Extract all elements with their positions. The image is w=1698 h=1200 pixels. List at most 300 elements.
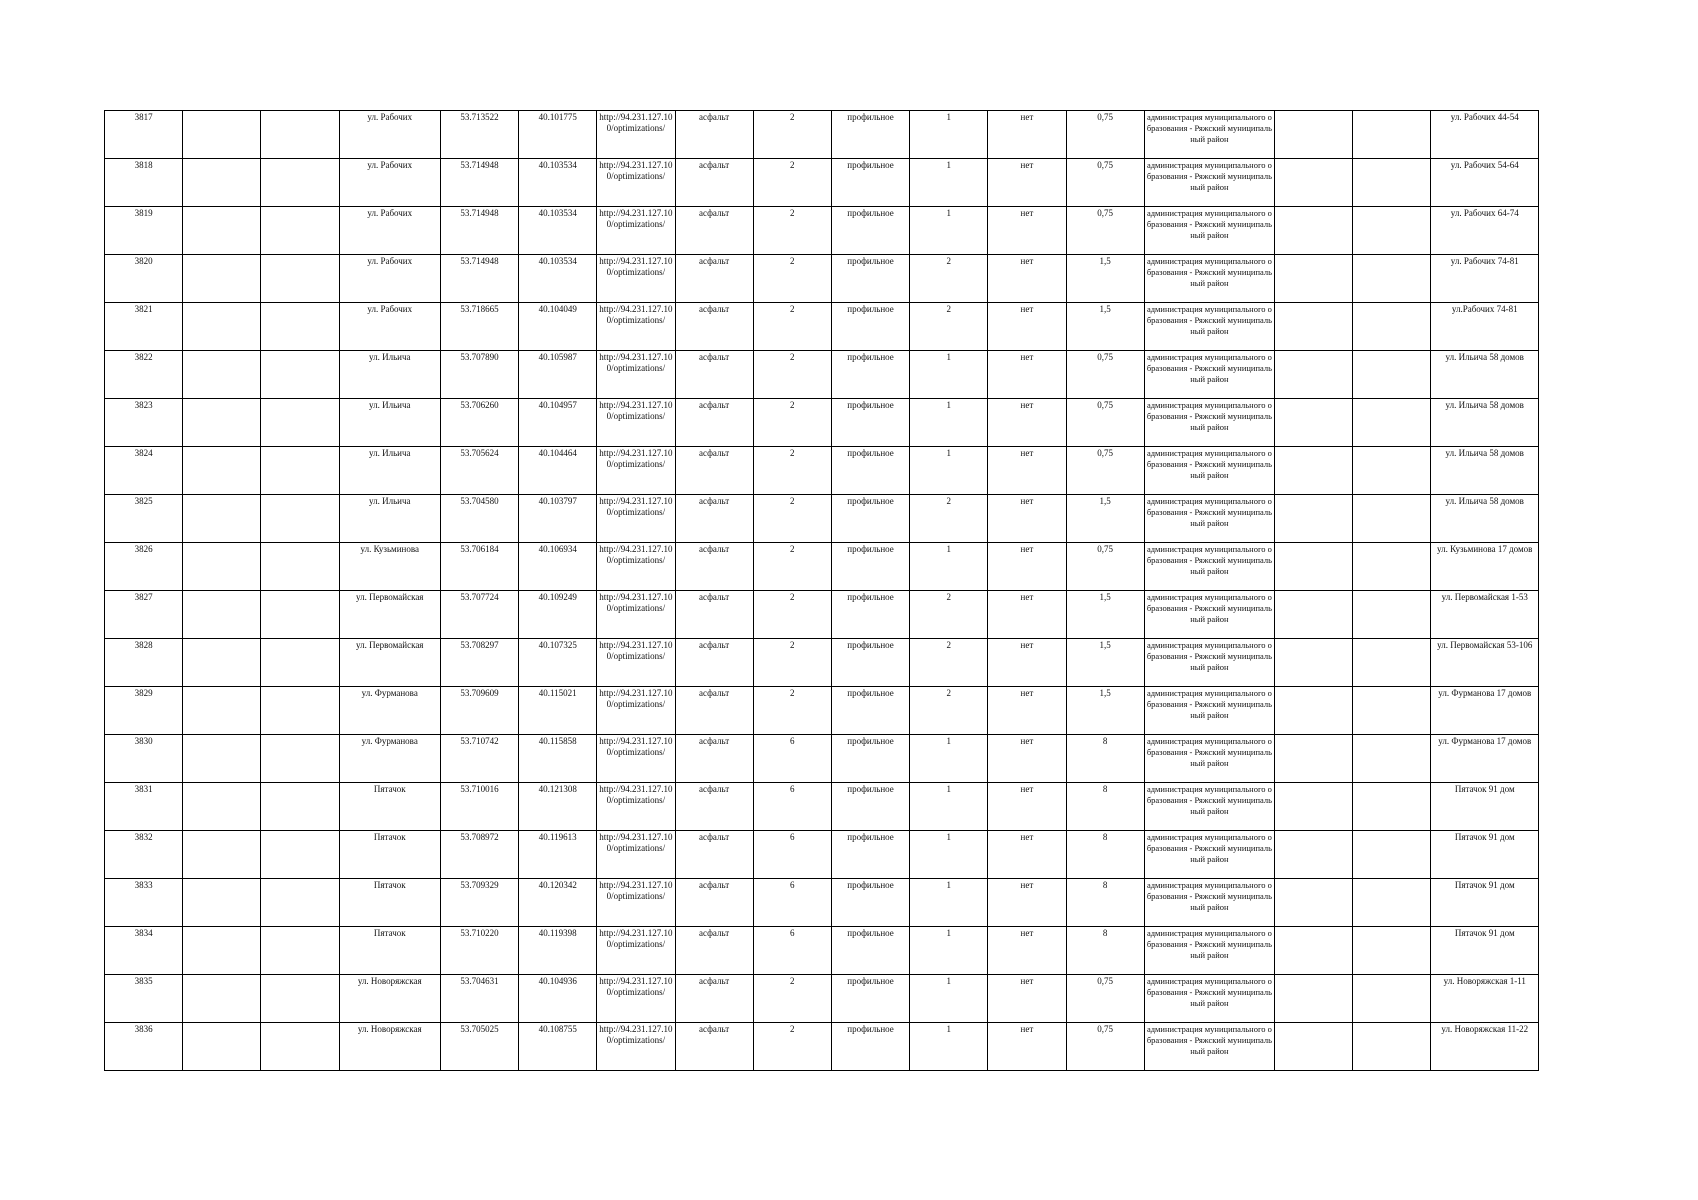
surface-cell: асфальт bbox=[675, 159, 753, 207]
owner-cell: администрация муниципального образования - Ряжский муниципальный район bbox=[1144, 735, 1274, 783]
fence-cell: нет bbox=[988, 1023, 1066, 1071]
area-cell: 2 bbox=[753, 591, 831, 639]
empty-cell bbox=[183, 159, 261, 207]
url-cell: http://94.231.127.100/optimizations/ bbox=[597, 591, 675, 639]
empty-cell bbox=[261, 159, 339, 207]
address-cell: ул. Ильича 58 домов bbox=[1431, 351, 1539, 399]
area-cell: 6 bbox=[753, 831, 831, 879]
address-cell: ул. Первомайская 1-53 bbox=[1431, 591, 1539, 639]
empty-cell bbox=[1275, 207, 1353, 255]
volume-cell: 1,5 bbox=[1066, 495, 1144, 543]
empty-cell bbox=[261, 783, 339, 831]
surface-cell: асфальт bbox=[675, 207, 753, 255]
longitude-cell: 40.121308 bbox=[519, 783, 597, 831]
owner-cell: администрация муниципального образования - Ряжский муниципальный район bbox=[1144, 159, 1274, 207]
volume-cell: 1,5 bbox=[1066, 303, 1144, 351]
row-number: 3826 bbox=[105, 543, 183, 591]
empty-cell bbox=[1275, 975, 1353, 1023]
surface-cell: асфальт bbox=[675, 399, 753, 447]
latitude-cell: 53.707890 bbox=[440, 351, 518, 399]
url-cell: http://94.231.127.100/optimizations/ bbox=[597, 207, 675, 255]
longitude-cell: 40.104936 bbox=[519, 975, 597, 1023]
address-cell: ул. Новоряжская 11-22 bbox=[1431, 1023, 1539, 1071]
address-cell: ул. Ильича 58 домов bbox=[1431, 447, 1539, 495]
url-cell: http://94.231.127.100/optimizations/ bbox=[597, 111, 675, 159]
address-cell: ул. Новоряжская 1-11 bbox=[1431, 975, 1539, 1023]
latitude-cell: 53.709329 bbox=[440, 879, 518, 927]
count-cell: 2 bbox=[910, 687, 988, 735]
surface-cell: асфальт bbox=[675, 447, 753, 495]
longitude-cell: 40.115021 bbox=[519, 687, 597, 735]
address-cell: ул. Рабочих 54-64 bbox=[1431, 159, 1539, 207]
count-cell: 1 bbox=[910, 399, 988, 447]
latitude-cell: 53.718665 bbox=[440, 303, 518, 351]
type-cell: профильное bbox=[831, 591, 909, 639]
area-cell: 2 bbox=[753, 447, 831, 495]
url-cell: http://94.231.127.100/optimizations/ bbox=[597, 687, 675, 735]
count-cell: 2 bbox=[910, 303, 988, 351]
volume-cell: 1,5 bbox=[1066, 591, 1144, 639]
address-cell: Пятачок 91 дом bbox=[1431, 879, 1539, 927]
fence-cell: нет bbox=[988, 975, 1066, 1023]
street-cell: Пятачок bbox=[339, 783, 440, 831]
url-cell: http://94.231.127.100/optimizations/ bbox=[597, 495, 675, 543]
url-cell: http://94.231.127.100/optimizations/ bbox=[597, 783, 675, 831]
type-cell: профильное bbox=[831, 303, 909, 351]
type-cell: профильное bbox=[831, 447, 909, 495]
street-cell: ул. Ильича bbox=[339, 399, 440, 447]
fence-cell: нет bbox=[988, 255, 1066, 303]
owner-cell: администрация муниципального образования - Ряжский муниципальный район bbox=[1144, 111, 1274, 159]
empty-cell bbox=[183, 687, 261, 735]
count-cell: 2 bbox=[910, 255, 988, 303]
empty-cell bbox=[1353, 879, 1431, 927]
count-cell: 1 bbox=[910, 159, 988, 207]
empty-cell bbox=[261, 543, 339, 591]
url-cell: http://94.231.127.100/optimizations/ bbox=[597, 927, 675, 975]
url-cell: http://94.231.127.100/optimizations/ bbox=[597, 639, 675, 687]
address-cell: ул. Кузьминова 17 домов bbox=[1431, 543, 1539, 591]
empty-cell bbox=[1275, 447, 1353, 495]
fence-cell: нет bbox=[988, 879, 1066, 927]
owner-cell: администрация муниципального образования - Ряжский муниципальный район bbox=[1144, 399, 1274, 447]
empty-cell bbox=[1353, 687, 1431, 735]
area-cell: 2 bbox=[753, 1023, 831, 1071]
owner-cell: администрация муниципального образования - Ряжский муниципальный район bbox=[1144, 255, 1274, 303]
row-number: 3827 bbox=[105, 591, 183, 639]
row-number: 3835 bbox=[105, 975, 183, 1023]
type-cell: профильное bbox=[831, 351, 909, 399]
empty-cell bbox=[261, 879, 339, 927]
row-number: 3825 bbox=[105, 495, 183, 543]
table-row bbox=[105, 927, 1539, 975]
area-cell: 6 bbox=[753, 783, 831, 831]
count-cell: 1 bbox=[910, 783, 988, 831]
volume-cell: 0,75 bbox=[1066, 975, 1144, 1023]
url-cell: http://94.231.127.100/optimizations/ bbox=[597, 975, 675, 1023]
empty-cell bbox=[261, 255, 339, 303]
owner-cell: администрация муниципального образования - Ряжский муниципальный район bbox=[1144, 543, 1274, 591]
row-number: 3832 bbox=[105, 831, 183, 879]
surface-cell: асфальт bbox=[675, 783, 753, 831]
url-cell: http://94.231.127.100/optimizations/ bbox=[597, 303, 675, 351]
surface-cell: асфальт bbox=[675, 351, 753, 399]
surface-cell: асфальт bbox=[675, 591, 753, 639]
empty-cell bbox=[1353, 111, 1431, 159]
surface-cell: асфальт bbox=[675, 303, 753, 351]
latitude-cell: 53.707724 bbox=[440, 591, 518, 639]
empty-cell bbox=[261, 207, 339, 255]
empty-cell bbox=[183, 447, 261, 495]
address-cell: ул. Рабочих 44-54 bbox=[1431, 111, 1539, 159]
volume-cell: 8 bbox=[1066, 831, 1144, 879]
count-cell: 1 bbox=[910, 447, 988, 495]
longitude-cell: 40.105987 bbox=[519, 351, 597, 399]
empty-cell bbox=[1353, 783, 1431, 831]
table-row bbox=[105, 639, 1539, 687]
empty-cell bbox=[183, 207, 261, 255]
empty-cell bbox=[261, 687, 339, 735]
address-cell: ул. Рабочих 74-81 bbox=[1431, 255, 1539, 303]
address-cell: ул. Ильича 58 домов bbox=[1431, 495, 1539, 543]
surface-cell: асфальт bbox=[675, 831, 753, 879]
empty-cell bbox=[261, 735, 339, 783]
empty-cell bbox=[1275, 831, 1353, 879]
volume-cell: 8 bbox=[1066, 783, 1144, 831]
type-cell: профильное bbox=[831, 399, 909, 447]
street-cell: ул. Ильича bbox=[339, 351, 440, 399]
type-cell: профильное bbox=[831, 543, 909, 591]
owner-cell: администрация муниципального образования - Ряжский муниципальный район bbox=[1144, 207, 1274, 255]
volume-cell: 0,75 bbox=[1066, 447, 1144, 495]
row-number: 3828 bbox=[105, 639, 183, 687]
empty-cell bbox=[183, 111, 261, 159]
address-cell: Пятачок 91 дом bbox=[1431, 783, 1539, 831]
surface-cell: асфальт bbox=[675, 735, 753, 783]
owner-cell: администрация муниципального образования - Ряжский муниципальный район bbox=[1144, 783, 1274, 831]
empty-cell bbox=[261, 303, 339, 351]
longitude-cell: 40.103534 bbox=[519, 159, 597, 207]
area-cell: 2 bbox=[753, 975, 831, 1023]
latitude-cell: 53.710016 bbox=[440, 783, 518, 831]
empty-cell bbox=[183, 303, 261, 351]
latitude-cell: 53.713522 bbox=[440, 111, 518, 159]
owner-cell: администрация муниципального образования - Ряжский муниципальный район bbox=[1144, 879, 1274, 927]
street-cell: ул. Ильича bbox=[339, 495, 440, 543]
empty-cell bbox=[1275, 783, 1353, 831]
volume-cell: 0,75 bbox=[1066, 207, 1144, 255]
table-row bbox=[105, 255, 1539, 303]
empty-cell bbox=[1353, 159, 1431, 207]
street-cell: ул. Новоряжская bbox=[339, 975, 440, 1023]
table-row bbox=[105, 111, 1539, 159]
latitude-cell: 53.708297 bbox=[440, 639, 518, 687]
row-number: 3821 bbox=[105, 303, 183, 351]
row-number: 3818 bbox=[105, 159, 183, 207]
latitude-cell: 53.714948 bbox=[440, 207, 518, 255]
fence-cell: нет bbox=[988, 927, 1066, 975]
volume-cell: 8 bbox=[1066, 879, 1144, 927]
latitude-cell: 53.705025 bbox=[440, 1023, 518, 1071]
street-cell: ул. Рабочих bbox=[339, 255, 440, 303]
longitude-cell: 40.104957 bbox=[519, 399, 597, 447]
latitude-cell: 53.709609 bbox=[440, 687, 518, 735]
document-page bbox=[104, 110, 1539, 1071]
volume-cell: 0,75 bbox=[1066, 543, 1144, 591]
fence-cell: нет bbox=[988, 303, 1066, 351]
longitude-cell: 40.107325 bbox=[519, 639, 597, 687]
count-cell: 2 bbox=[910, 495, 988, 543]
row-number: 3822 bbox=[105, 351, 183, 399]
empty-cell bbox=[261, 351, 339, 399]
latitude-cell: 53.706184 bbox=[440, 543, 518, 591]
surface-cell: асфальт bbox=[675, 255, 753, 303]
empty-cell bbox=[261, 927, 339, 975]
count-cell: 1 bbox=[910, 975, 988, 1023]
count-cell: 1 bbox=[910, 1023, 988, 1071]
area-cell: 6 bbox=[753, 879, 831, 927]
street-cell: ул. Ильича bbox=[339, 447, 440, 495]
surface-cell: асфальт bbox=[675, 687, 753, 735]
empty-cell bbox=[1275, 639, 1353, 687]
empty-cell bbox=[1275, 687, 1353, 735]
longitude-cell: 40.106934 bbox=[519, 543, 597, 591]
area-cell: 2 bbox=[753, 207, 831, 255]
registry-table bbox=[104, 110, 1539, 1071]
row-number: 3833 bbox=[105, 879, 183, 927]
fence-cell: нет bbox=[988, 351, 1066, 399]
area-cell: 2 bbox=[753, 159, 831, 207]
table-row bbox=[105, 351, 1539, 399]
type-cell: профильное bbox=[831, 687, 909, 735]
latitude-cell: 53.704631 bbox=[440, 975, 518, 1023]
url-cell: http://94.231.127.100/optimizations/ bbox=[597, 159, 675, 207]
type-cell: профильное bbox=[831, 927, 909, 975]
empty-cell bbox=[261, 591, 339, 639]
fence-cell: нет bbox=[988, 735, 1066, 783]
fence-cell: нет bbox=[988, 783, 1066, 831]
type-cell: профильное bbox=[831, 495, 909, 543]
empty-cell bbox=[1275, 927, 1353, 975]
empty-cell bbox=[261, 1023, 339, 1071]
address-cell: ул. Рабочих 64-74 bbox=[1431, 207, 1539, 255]
empty-cell bbox=[1275, 255, 1353, 303]
address-cell: Пятачок 91 дом bbox=[1431, 927, 1539, 975]
empty-cell bbox=[261, 639, 339, 687]
surface-cell: асфальт bbox=[675, 543, 753, 591]
url-cell: http://94.231.127.100/optimizations/ bbox=[597, 351, 675, 399]
table-row bbox=[105, 399, 1539, 447]
empty-cell bbox=[1353, 207, 1431, 255]
empty-cell bbox=[183, 783, 261, 831]
volume-cell: 0,75 bbox=[1066, 111, 1144, 159]
row-number: 3820 bbox=[105, 255, 183, 303]
area-cell: 2 bbox=[753, 255, 831, 303]
row-number: 3819 bbox=[105, 207, 183, 255]
street-cell: ул. Рабочих bbox=[339, 159, 440, 207]
surface-cell: асфальт bbox=[675, 927, 753, 975]
street-cell: ул. Рабочих bbox=[339, 207, 440, 255]
count-cell: 1 bbox=[910, 735, 988, 783]
surface-cell: асфальт bbox=[675, 879, 753, 927]
table-row bbox=[105, 687, 1539, 735]
type-cell: профильное bbox=[831, 783, 909, 831]
table-row bbox=[105, 831, 1539, 879]
owner-cell: администрация муниципального образования - Ряжский муниципальный район bbox=[1144, 303, 1274, 351]
longitude-cell: 40.104464 bbox=[519, 447, 597, 495]
address-cell: ул. Фурманова 17 домов bbox=[1431, 687, 1539, 735]
empty-cell bbox=[1353, 399, 1431, 447]
volume-cell: 1,5 bbox=[1066, 255, 1144, 303]
surface-cell: асфальт bbox=[675, 495, 753, 543]
empty-cell bbox=[183, 879, 261, 927]
type-cell: профильное bbox=[831, 975, 909, 1023]
area-cell: 2 bbox=[753, 687, 831, 735]
count-cell: 1 bbox=[910, 879, 988, 927]
owner-cell: администрация муниципального образования - Ряжский муниципальный район bbox=[1144, 591, 1274, 639]
fence-cell: нет bbox=[988, 831, 1066, 879]
row-number: 3836 bbox=[105, 1023, 183, 1071]
latitude-cell: 53.710742 bbox=[440, 735, 518, 783]
street-cell: ул. Рабочих bbox=[339, 303, 440, 351]
table-row bbox=[105, 879, 1539, 927]
empty-cell bbox=[183, 543, 261, 591]
fence-cell: нет bbox=[988, 207, 1066, 255]
latitude-cell: 53.714948 bbox=[440, 255, 518, 303]
owner-cell: администрация муниципального образования - Ряжский муниципальный район bbox=[1144, 351, 1274, 399]
empty-cell bbox=[1353, 639, 1431, 687]
owner-cell: администрация муниципального образования - Ряжский муниципальный район bbox=[1144, 495, 1274, 543]
table-row bbox=[105, 975, 1539, 1023]
count-cell: 1 bbox=[910, 543, 988, 591]
area-cell: 2 bbox=[753, 399, 831, 447]
longitude-cell: 40.119398 bbox=[519, 927, 597, 975]
empty-cell bbox=[1353, 1023, 1431, 1071]
fence-cell: нет bbox=[988, 495, 1066, 543]
empty-cell bbox=[1275, 159, 1353, 207]
fence-cell: нет bbox=[988, 687, 1066, 735]
street-cell: ул. Новоряжская bbox=[339, 1023, 440, 1071]
empty-cell bbox=[1353, 351, 1431, 399]
url-cell: http://94.231.127.100/optimizations/ bbox=[597, 735, 675, 783]
empty-cell bbox=[1275, 351, 1353, 399]
count-cell: 1 bbox=[910, 831, 988, 879]
fence-cell: нет bbox=[988, 447, 1066, 495]
empty-cell bbox=[183, 495, 261, 543]
type-cell: профильное bbox=[831, 255, 909, 303]
fence-cell: нет bbox=[988, 399, 1066, 447]
empty-cell bbox=[1275, 399, 1353, 447]
empty-cell bbox=[261, 975, 339, 1023]
surface-cell: асфальт bbox=[675, 975, 753, 1023]
url-cell: http://94.231.127.100/optimizations/ bbox=[597, 255, 675, 303]
owner-cell: администрация муниципального образования - Ряжский муниципальный район bbox=[1144, 831, 1274, 879]
fence-cell: нет bbox=[988, 159, 1066, 207]
empty-cell bbox=[1353, 447, 1431, 495]
empty-cell bbox=[1275, 111, 1353, 159]
type-cell: профильное bbox=[831, 207, 909, 255]
volume-cell: 0,75 bbox=[1066, 351, 1144, 399]
street-cell: ул. Кузьминова bbox=[339, 543, 440, 591]
empty-cell bbox=[183, 1023, 261, 1071]
type-cell: профильное bbox=[831, 159, 909, 207]
count-cell: 1 bbox=[910, 351, 988, 399]
empty-cell bbox=[1275, 303, 1353, 351]
table-row bbox=[105, 735, 1539, 783]
empty-cell bbox=[183, 927, 261, 975]
empty-cell bbox=[183, 591, 261, 639]
url-cell: http://94.231.127.100/optimizations/ bbox=[597, 543, 675, 591]
longitude-cell: 40.120342 bbox=[519, 879, 597, 927]
count-cell: 2 bbox=[910, 591, 988, 639]
area-cell: 2 bbox=[753, 303, 831, 351]
table-row bbox=[105, 543, 1539, 591]
empty-cell bbox=[183, 735, 261, 783]
owner-cell: администрация муниципального образования - Ряжский муниципальный район bbox=[1144, 1023, 1274, 1071]
latitude-cell: 53.705624 bbox=[440, 447, 518, 495]
empty-cell bbox=[183, 639, 261, 687]
surface-cell: асфальт bbox=[675, 639, 753, 687]
empty-cell bbox=[261, 399, 339, 447]
empty-cell bbox=[183, 399, 261, 447]
fence-cell: нет bbox=[988, 543, 1066, 591]
area-cell: 2 bbox=[753, 111, 831, 159]
longitude-cell: 40.104049 bbox=[519, 303, 597, 351]
owner-cell: администрация муниципального образования - Ряжский муниципальный район bbox=[1144, 975, 1274, 1023]
row-number: 3823 bbox=[105, 399, 183, 447]
row-number: 3817 bbox=[105, 111, 183, 159]
volume-cell: 0,75 bbox=[1066, 1023, 1144, 1071]
url-cell: http://94.231.127.100/optimizations/ bbox=[597, 831, 675, 879]
empty-cell bbox=[261, 831, 339, 879]
type-cell: профильное bbox=[831, 831, 909, 879]
empty-cell bbox=[1353, 303, 1431, 351]
type-cell: профильное bbox=[831, 111, 909, 159]
table-row bbox=[105, 783, 1539, 831]
owner-cell: администрация муниципального образования - Ряжский муниципальный район bbox=[1144, 639, 1274, 687]
longitude-cell: 40.115858 bbox=[519, 735, 597, 783]
url-cell: http://94.231.127.100/optimizations/ bbox=[597, 399, 675, 447]
empty-cell bbox=[183, 351, 261, 399]
street-cell: ул. Рабочих bbox=[339, 111, 440, 159]
empty-cell bbox=[1353, 735, 1431, 783]
longitude-cell: 40.108755 bbox=[519, 1023, 597, 1071]
volume-cell: 0,75 bbox=[1066, 399, 1144, 447]
address-cell: ул. Первомайская 53-106 bbox=[1431, 639, 1539, 687]
count-cell: 1 bbox=[910, 927, 988, 975]
longitude-cell: 40.119613 bbox=[519, 831, 597, 879]
table-row bbox=[105, 495, 1539, 543]
area-cell: 2 bbox=[753, 543, 831, 591]
address-cell: Пятачок 91 дом bbox=[1431, 831, 1539, 879]
empty-cell bbox=[1353, 831, 1431, 879]
street-cell: ул. Фурманова bbox=[339, 735, 440, 783]
type-cell: профильное bbox=[831, 1023, 909, 1071]
longitude-cell: 40.103534 bbox=[519, 207, 597, 255]
empty-cell bbox=[183, 975, 261, 1023]
area-cell: 6 bbox=[753, 735, 831, 783]
table-row bbox=[105, 159, 1539, 207]
empty-cell bbox=[1353, 255, 1431, 303]
table-row bbox=[105, 447, 1539, 495]
empty-cell bbox=[183, 831, 261, 879]
volume-cell: 0,75 bbox=[1066, 159, 1144, 207]
area-cell: 2 bbox=[753, 495, 831, 543]
row-number: 3824 bbox=[105, 447, 183, 495]
table-row bbox=[105, 1023, 1539, 1071]
area-cell: 2 bbox=[753, 639, 831, 687]
empty-cell bbox=[1275, 1023, 1353, 1071]
